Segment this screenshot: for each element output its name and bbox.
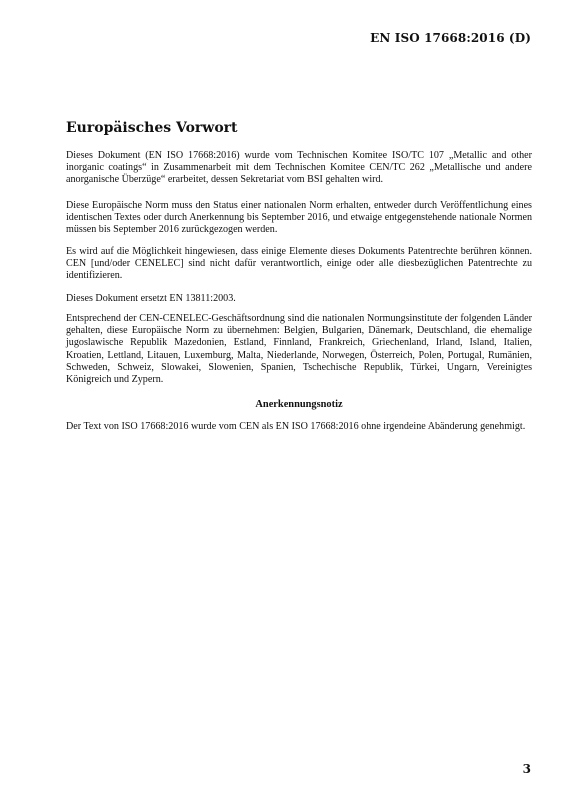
paragraph-member-countries: Entsprechend der CEN-CENELEC-Geschäftsordnung sind die nationalen Normungsinstitute der folgenden Länder gehalten, diese Europäische Norm zu übernehmen: Belgien, Bulgarien, Dänemark, Deutschland, die ehemalige jugoslawische Republik Mazedonien, Estland, Finnland, Frankreich, Griechenland, Irland, Island, Italien, Kroatien, Lettland, Litauen, Luxemburg, Malta, Niederlande, Norwegen, Österreich, Polen, Portugal, Rumänien, Schweden, Schweiz, Slowakei, Slowenien, Spanien, Tschechische Republik, Türkei, Ungarn, Vereinigtes Königreich und Zypern.: [66, 313, 532, 386]
section-title: Europäisches Vorwort: [66, 120, 238, 136]
page-number: 3: [522, 762, 531, 776]
paragraph-preparation: Dieses Dokument (EN ISO 17668:2016) wurde vom Technischen Komitee ISO/TC 107 „Metallic and other inorganic coatings“ in Zusammenarbeit mit dem Technischen Komitee CEN/TC 262 „Metallische und andere anorganische Überzüge“ erarbeitet, dessen Sekretariat vom BSI gehalten wird.: [66, 150, 532, 186]
endorsement-text: Der Text von ISO 17668:2016 wurde vom CEN als EN ISO 17668:2016 ohne irgendeine Abänderung genehmigt.: [66, 421, 526, 432]
document-id: EN ISO 17668:2016 (D): [370, 31, 531, 45]
paragraph-patent-rights: Es wird auf die Möglichkeit hingewiesen, dass einige Elemente dieses Dokuments Patentrechte berühren können. CEN [und/oder CENELEC] sind nicht dafür verantwortlich, einige oder alle diesbezüglichen Patentrechte zu identifizieren.: [66, 246, 532, 282]
paragraph-supersedes: Dieses Dokument ersetzt EN 13811:2003.: [66, 293, 236, 304]
paragraph-national-status: Diese Europäische Norm muss den Status einer nationalen Norm erhalten, entweder durch Veröffentlichung eines identischen Textes oder durch Anerkennung bis September 2016, und etwaige entgegenstehende nationale Normen müssen bis September 2016 zurückgezogen werden.: [66, 200, 532, 236]
endorsement-heading: Anerkennungsnotiz: [255, 399, 343, 410]
